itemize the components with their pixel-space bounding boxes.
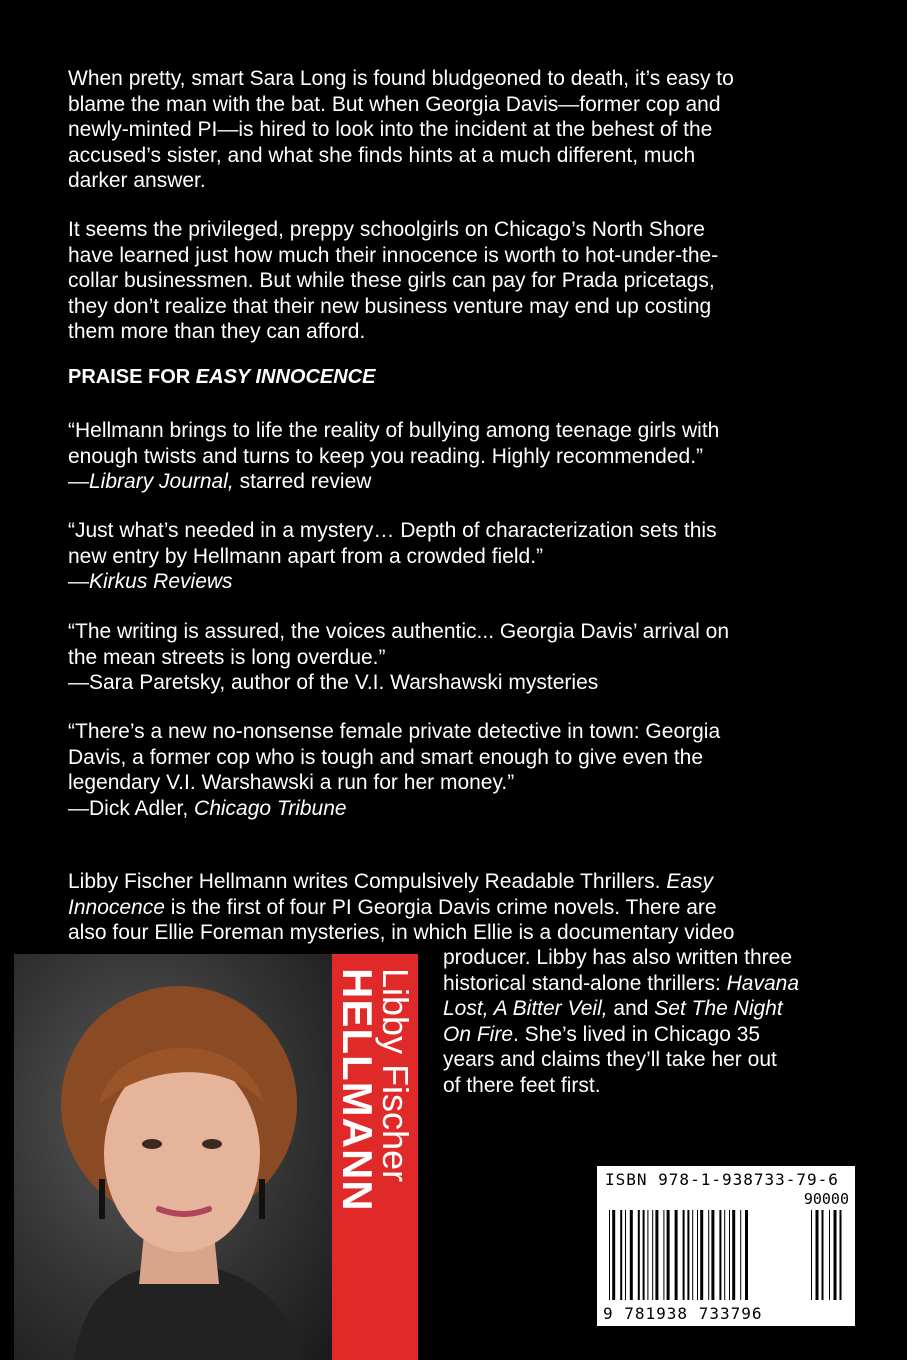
- quote-line: “The writing is assured, the voices authentic... Georgia Davis’ arrival on: [68, 620, 730, 643]
- barcode-bar: [745, 1210, 748, 1300]
- author-name-vertical: [332, 954, 418, 1360]
- blurb-paragraph-1: [68, 66, 848, 194]
- barcode-bar: [719, 1210, 721, 1300]
- blurb-line: It seems the privileged, preppy schoolgirls on Chicago’s North Shore: [68, 218, 705, 241]
- blurb-line: When pretty, smart Sara Long is found bludgeoned to death, it’s easy to: [68, 67, 734, 90]
- praise-quote-2: [68, 518, 848, 595]
- praise-heading-prefix: PRAISE FOR: [68, 366, 196, 388]
- barcode-addon-bar: [816, 1210, 819, 1300]
- author-first-name: Libby Fischer: [375, 968, 416, 1183]
- blurb-line: have learned just how much their innocence is worth to hot-under-the-: [68, 243, 719, 267]
- barcode-addon-bar: [822, 1210, 824, 1300]
- barcode-bar: [692, 1210, 693, 1300]
- quote-line: “Hellmann brings to life the reality of bullying among teenage girls with: [68, 419, 720, 442]
- barcode-bar: [612, 1210, 615, 1300]
- barcode-bars: [601, 1210, 851, 1302]
- barcode-bar: [729, 1210, 730, 1300]
- blurb-line: blame the man with the bat. But when Georgia Davis—former cop and: [68, 92, 721, 116]
- ean-digits: 9 781938 733796: [603, 1304, 763, 1323]
- barcode-bar: [643, 1210, 645, 1300]
- quote-line: Davis, a former cop who is tough and smart enough to give even the: [68, 745, 704, 769]
- barcode-bar: [700, 1210, 703, 1300]
- quote-line: “Just what’s needed in a mystery… Depth of characterization sets this: [68, 519, 717, 542]
- blurb-line: collar businessmen. But while these girls can pay for Prada pricetags,: [68, 269, 715, 292]
- quote-line: new entry by Hellmann apart from a crowded field.”: [68, 544, 544, 568]
- barcode-bar: [630, 1210, 633, 1300]
- blurb-line: they don’t realize that their new business venture may end up costing: [68, 294, 712, 318]
- barcode-addon-bar: [811, 1210, 812, 1300]
- barcode-bar: [687, 1210, 689, 1300]
- barcode-bar: [663, 1210, 664, 1300]
- barcode-bar: [609, 1210, 610, 1300]
- quote-line: the mean streets is long overdue.”: [68, 645, 386, 669]
- quote-source: —Dick Adler, Chicago Tribune: [68, 796, 347, 820]
- quote-source: —Kirkus Reviews: [68, 570, 233, 593]
- author-last-name: HELLMANN: [334, 968, 381, 1212]
- quote-source: —Library Journal, starred review: [68, 470, 372, 493]
- barcode-bar: [740, 1210, 741, 1300]
- blurb-line: darker answer.: [68, 169, 206, 192]
- blurb-line: newly-minted PI—is hired to look into the incident at the behest of the: [68, 118, 713, 141]
- blurb-paragraph-2: [68, 217, 848, 345]
- barcode-bar: [697, 1210, 698, 1300]
- author-bio-continued: producer. Libby has also written three historical stand-alone thrillers: Havana Lost, A Bitter Veil, and Set The Night On Fire. She’s lived in Chicago 35 years and claims they’ll take her out of there feet first.: [443, 946, 800, 1097]
- praise-quote-1: [68, 418, 848, 495]
- author-photo: [14, 954, 332, 1360]
- praise-heading-title: EASY INNOCENCE: [195, 366, 376, 388]
- barcode-bar: [724, 1210, 725, 1300]
- praise-quote-3: [68, 619, 848, 696]
- quote-line: legendary V.I. Warshawski a run for her money.”: [68, 771, 515, 794]
- author-name-band: [332, 954, 418, 1360]
- isbn-barcode: [597, 1166, 855, 1326]
- barcode-bar: [625, 1210, 626, 1300]
- barcode-bar: [652, 1210, 653, 1300]
- barcode-bar: [711, 1210, 714, 1300]
- quote-source: —Sara Paretsky, author of the V.I. Warshawski mysteries: [68, 671, 599, 694]
- barcode-bar: [620, 1210, 622, 1300]
- isbn-label: ISBN 978-1-938733-79-6: [605, 1170, 839, 1189]
- barcode-addon-bar: [829, 1210, 830, 1300]
- blurb-line: accused’s sister, and what she finds hints at a much different, much: [68, 143, 696, 167]
- praise-heading: [68, 366, 375, 389]
- author-portrait-illustration: [14, 954, 332, 1360]
- praise-quote-4: [68, 719, 848, 821]
- price-code: 90000: [803, 1190, 849, 1208]
- barcode-bar: [667, 1210, 670, 1300]
- barcode-bar: [638, 1210, 640, 1300]
- quote-line: enough twists and turns to keep you reading. Highly recommended.”: [68, 444, 704, 468]
- barcode-bar: [732, 1210, 735, 1300]
- barcode-bar: [655, 1210, 658, 1300]
- quote-line: “There’s a new no-nonsense female private detective in town: Georgia: [68, 720, 721, 743]
- barcode-bar: [683, 1210, 685, 1300]
- barcode-bar: [708, 1210, 709, 1300]
- author-bio: Libby Fischer Hellmann writes Compulsively Readable Thrillers. Easy Innocence is the first of four PI Georgia Davis crime novels. There are also four Ellie Foreman mysteries, in which Ellie is a documentary video: [68, 870, 735, 944]
- barcode-bar: [675, 1210, 678, 1300]
- barcode-addon-bar: [834, 1210, 837, 1300]
- barcode-bar: [647, 1210, 648, 1300]
- barcode-addon-bar: [840, 1210, 842, 1300]
- blurb-line: them more than they can afford.: [68, 320, 366, 343]
